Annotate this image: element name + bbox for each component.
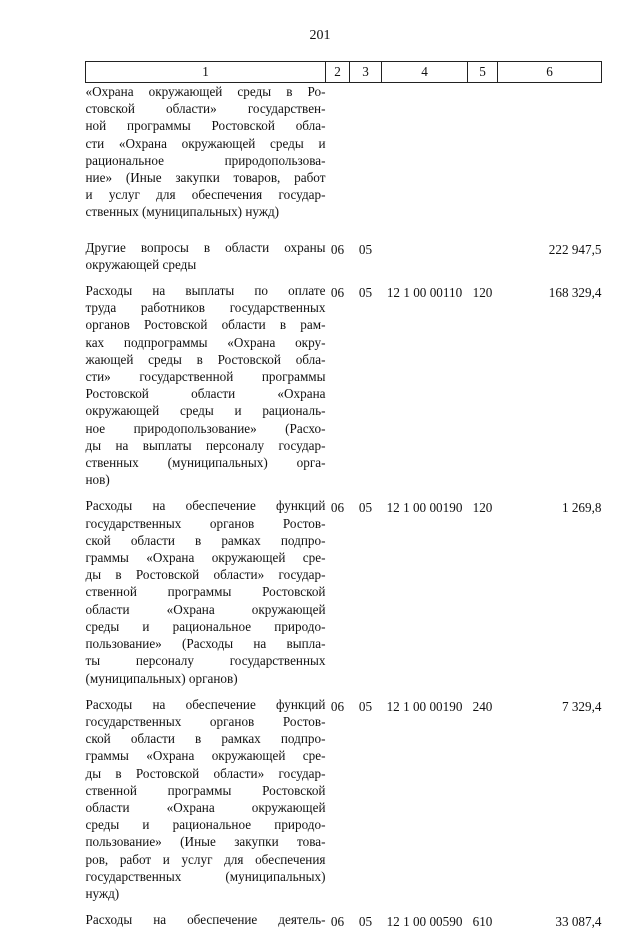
subsection-code: 05 bbox=[358, 914, 373, 930]
description-line: ственных (муниципальных) нужд) bbox=[85, 204, 280, 220]
description-line: окружающей среды bbox=[85, 256, 197, 272]
target-article-code: 12 1 00 00190 bbox=[386, 500, 463, 516]
description-line: «Охрана окружающей среды в Ро- bbox=[85, 84, 326, 99]
description-line: среды и рациональное природо- bbox=[85, 817, 326, 833]
description-line: нужд) bbox=[85, 885, 120, 901]
description-line: пользование» (Расходы на выпла- bbox=[85, 636, 326, 652]
description-line: ной программы Ростовской обла- bbox=[85, 118, 326, 134]
column-header: 4 bbox=[382, 62, 468, 83]
section-code: 06 bbox=[330, 914, 345, 930]
page-number: 201 bbox=[309, 28, 331, 43]
description-line: ках подпрограммы «Охрана окру- bbox=[85, 334, 326, 350]
description-line: ды на выплаты персоналу государ- bbox=[85, 437, 326, 453]
expense-type-code bbox=[468, 239, 498, 282]
description-line: ное природопользование» (Расхо- bbox=[85, 420, 326, 436]
description-line: ты персоналу государственных bbox=[85, 653, 326, 669]
description-line: государственных органов Ростов- bbox=[85, 713, 326, 729]
subsection-code bbox=[350, 83, 382, 239]
description-line: области «Охрана окружающей bbox=[85, 601, 326, 617]
row-description bbox=[86, 282, 326, 497]
expense-type-code: 240 bbox=[472, 698, 493, 714]
description-line: среды и рациональное природо- bbox=[85, 618, 326, 634]
description-line: государственных органов Ростов- bbox=[85, 515, 326, 531]
expense-type-code bbox=[468, 83, 498, 239]
description-line: ды в Ростовской области» государ- bbox=[85, 567, 326, 583]
section-code: 06 bbox=[330, 500, 345, 516]
description-line: и услуг для обеспечения государ- bbox=[85, 187, 326, 203]
description-line: сти» государственной программы bbox=[85, 369, 326, 385]
table-row bbox=[86, 911, 602, 939]
description-line: пользование» (Иные закупки това- bbox=[85, 834, 326, 850]
table-header-row bbox=[86, 62, 602, 83]
budget-table bbox=[85, 61, 602, 939]
expense-type-code: 610 bbox=[472, 914, 493, 930]
description-line: ров, работ и услуг для обеспечения bbox=[85, 851, 326, 867]
expense-type-code: 120 bbox=[472, 285, 493, 301]
description-line: органов Ростовской области в рам- bbox=[85, 317, 326, 333]
description-line: стовской области» государствен- bbox=[85, 101, 326, 117]
row-description bbox=[86, 83, 326, 239]
row-description bbox=[86, 911, 326, 939]
table-row bbox=[86, 282, 602, 497]
description-line: Ростовской области «Охрана bbox=[85, 386, 326, 402]
target-article-code bbox=[382, 83, 468, 239]
amount-value: 222 947,5 bbox=[548, 241, 602, 257]
description-line: государственных (муниципальных) bbox=[85, 868, 326, 884]
description-line: ственной программы Ростовской bbox=[85, 782, 326, 798]
description-line: области «Охрана окружающей bbox=[85, 799, 326, 815]
amount-value: 33 087,4 bbox=[555, 914, 602, 930]
description-line: нов) bbox=[85, 472, 110, 488]
description-line: рациональное природопользова- bbox=[85, 152, 326, 168]
subsection-code: 05 bbox=[358, 285, 373, 301]
description-line: ской области в рамках подпро- bbox=[85, 731, 326, 747]
description-line: Расходы на обеспечение функций bbox=[85, 498, 326, 514]
description-line: граммы «Охрана окружающей сре- bbox=[85, 550, 326, 566]
subsection-code: 05 bbox=[358, 241, 373, 257]
description-line: Расходы на обеспечение деятель- bbox=[85, 912, 326, 928]
row-description bbox=[86, 239, 326, 282]
description-line: (муниципальных) органов) bbox=[85, 670, 238, 686]
expense-type-code: 120 bbox=[472, 500, 493, 516]
amount-value: 7 329,4 bbox=[561, 698, 602, 714]
description-line: ственной программы Ростовской bbox=[85, 584, 326, 600]
row-description bbox=[86, 497, 326, 695]
target-article-code: 12 1 00 00190 bbox=[386, 698, 463, 714]
column-header: 3 bbox=[350, 62, 382, 83]
description-line: сти «Охрана окружающей среды и bbox=[85, 135, 326, 151]
section-code: 06 bbox=[330, 241, 345, 257]
target-article-code: 12 1 00 00110 bbox=[386, 285, 463, 301]
column-header: 5 bbox=[468, 62, 498, 83]
description-line: ской области в рамках подпро- bbox=[85, 532, 326, 548]
description-line: Расходы на обеспечение функций bbox=[85, 696, 326, 712]
amount-value: 1 269,8 bbox=[561, 500, 602, 516]
table-row bbox=[86, 696, 602, 911]
description-line: Другие вопросы в области охраны bbox=[85, 239, 326, 255]
column-header: 6 bbox=[498, 62, 602, 83]
column-header: 1 bbox=[86, 62, 326, 83]
table-row bbox=[86, 497, 602, 695]
section-code: 06 bbox=[330, 698, 345, 714]
description-line: труда работников государственных bbox=[85, 300, 326, 316]
column-header: 2 bbox=[326, 62, 350, 83]
amount-value bbox=[498, 83, 602, 239]
section-code: 06 bbox=[330, 285, 345, 301]
description-line: ние» (Иные закупки товаров, работ bbox=[85, 170, 326, 186]
subsection-code: 05 bbox=[358, 500, 373, 516]
amount-value: 168 329,4 bbox=[548, 285, 602, 301]
description-line: ды в Ростовской области» государ- bbox=[85, 765, 326, 781]
section-code bbox=[326, 83, 350, 239]
description-line: Расходы на выплаты по оплате bbox=[85, 283, 326, 299]
table-row bbox=[86, 239, 602, 282]
target-article-code bbox=[382, 239, 468, 282]
target-article-code: 12 1 00 00590 bbox=[386, 914, 463, 930]
table-row bbox=[86, 83, 602, 239]
subsection-code: 05 bbox=[358, 698, 373, 714]
description-line: окружающей среды и рациональ- bbox=[85, 403, 326, 419]
description-line: граммы «Охрана окружающей сре- bbox=[85, 748, 326, 764]
row-description bbox=[86, 696, 326, 911]
description-line: ственных (муниципальных) орга- bbox=[85, 455, 326, 471]
description-line: жающей среды в Ростовской обла- bbox=[85, 351, 326, 367]
